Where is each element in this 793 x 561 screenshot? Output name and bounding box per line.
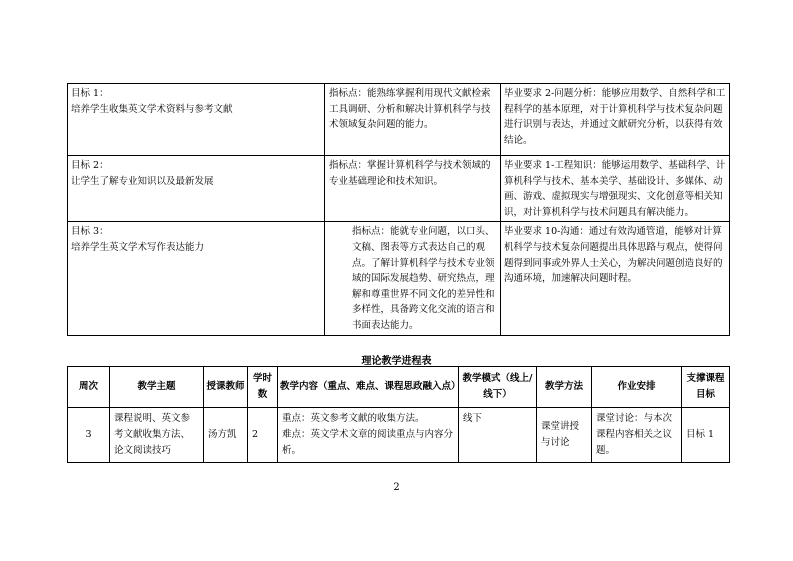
- goal-text: 培养学生英文学术写作表达能力: [71, 241, 205, 253]
- goal-title: 目标 2：: [71, 160, 109, 171]
- table-row: [68, 408, 730, 463]
- assignment-cell: 课堂讨论：与本次课程内容相关之议题。: [592, 408, 682, 463]
- indicator-cell: 指标点：能熟练掌握利用现代文献检索工具调研、分析和解决计算机科学与技术领域复杂问题的能力。: [325, 84, 501, 156]
- header-mode: 教学模式（线上/线下）: [459, 367, 537, 408]
- content-cell: [278, 408, 459, 463]
- week-cell: 3: [68, 408, 110, 463]
- objectives-table: [67, 83, 730, 336]
- page-number: 2: [393, 482, 400, 493]
- schedule-header-row: [68, 367, 730, 408]
- teacher-cell: 汤方凯: [204, 408, 248, 463]
- objective-row-3: [68, 222, 730, 335]
- hours-cell: 2: [248, 408, 278, 463]
- schedule-caption: 理论教学进程表: [361, 356, 432, 367]
- goal-title: 目标 3：: [71, 226, 109, 238]
- header-content: 教学内容（重点、难点、课程思政融入点）: [278, 367, 459, 408]
- goal-cell: [68, 222, 325, 335]
- objective-row-2: [68, 156, 730, 222]
- header-method: 教学方法: [537, 367, 592, 408]
- header-goal: 支撑课程目标: [682, 367, 730, 408]
- requirement-cell: 毕业要求 10-沟通：通过有效沟通管道，能够对计算机科学与技术复杂问题提出具体思路与观点，使得问题得到同事或外界人士关心，为解决问题创造良好的沟通环境，加速解决问题时程。: [501, 222, 730, 335]
- topic-cell: 课程说明、英文参考文献收集方法、论文阅读技巧: [110, 408, 204, 463]
- header-hours: 学时数: [248, 367, 278, 408]
- method-cell: 课堂讲授与讨论: [537, 408, 592, 463]
- goal-text: 培养学生收集英文学术资料与参考文献: [71, 103, 233, 115]
- goal-cell: [68, 156, 325, 222]
- goal-title: 目标 1：: [71, 88, 109, 99]
- content-key-point: 重点：英文参考文献的收集方法。: [282, 413, 425, 424]
- goal-cell: [68, 84, 325, 156]
- content-difficult-point: 难点：英文学术文章的阅读重点与内容分析。: [282, 429, 454, 456]
- mode-cell: 线下: [459, 408, 537, 463]
- requirement-cell: 毕业要求 2-问题分析：能够应用数学、自然科学和工程科学的基本原理，对于计算机科学与技术复杂问题进行识别与表达，并通过文献研究分析，以获得有效结论。: [501, 84, 730, 156]
- header-topic: 教学主题: [110, 367, 204, 408]
- indicator-cell: 指标点：掌握计算机科学与技术领域的专业基础理论和技术知识。: [325, 156, 501, 222]
- goal-text: 让学生了解专业知识以及最新发展: [71, 175, 214, 187]
- schedule-table: [67, 366, 730, 463]
- objective-row-1: [68, 84, 730, 156]
- header-assignment: 作业安排: [592, 367, 682, 408]
- goal-cell: 目标 1: [682, 408, 730, 463]
- header-teacher: 授课教师: [204, 367, 248, 408]
- requirement-cell: 毕业要求 1-工程知识：能够运用数学、基础科学、计算机科学与技术、基本美学、基础设计、多媒体、动画、游戏、虚拟现实与增强现实、文化创意等相关知识，对计算机科学与技术问题具有解决能力。: [501, 156, 730, 222]
- indicator-cell: 指标点：能就专业问题，以口头、文稿、图表等方式表达自己的观点。了解计算机科学与技术专业领域的国际发展趋势、研究热点，理解和尊重世界不同文化的差异性和多样性，具备跨文化交流的语言和书面表达能力。: [325, 222, 501, 335]
- header-week: 周次: [68, 367, 110, 408]
